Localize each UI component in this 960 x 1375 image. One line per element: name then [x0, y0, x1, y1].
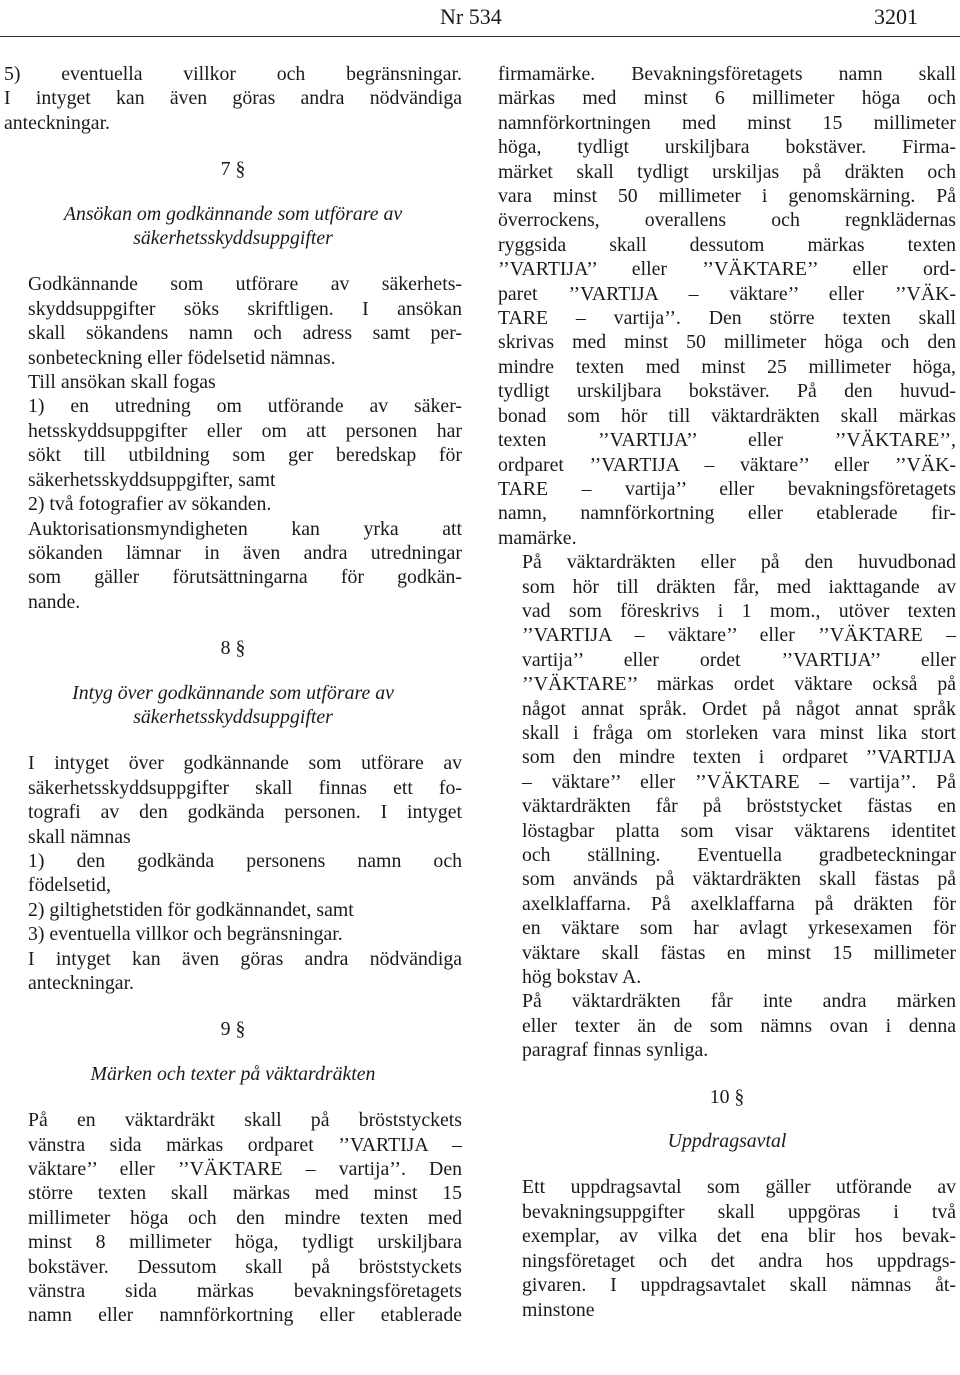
text-line: löstagbar platta som visar väktarens identitet	[522, 819, 956, 842]
paragraph	[4, 272, 462, 370]
paragraph	[498, 989, 956, 1062]
text-line: något annat språk. Ordet på något annat språk	[522, 697, 956, 720]
header-rule	[0, 36, 960, 37]
text-line: födelsetid,	[28, 874, 111, 897]
section-title	[4, 681, 462, 730]
text-line: skyddsuppgifter söks skriftligen. I ansökan	[28, 297, 462, 320]
text-line: anteckningar.	[28, 972, 135, 994]
text-line: givaren. I uppdragsavtalet skall nämnas åt-	[522, 1274, 956, 1297]
text-line: Till ansökan skall fogas	[28, 371, 216, 394]
text-line: bevakningsuppgifter skall uppgöras i två	[522, 1200, 956, 1223]
text-line: mindre texten med minst 25 millimeter höga,	[498, 355, 956, 378]
text-line: ’’VARTIJA – väktare’’ eller ’’VÄKTARE –	[522, 624, 956, 647]
text-line: och ställning. Eventuella gradbeteckningar	[522, 844, 956, 866]
text-line: skall nämnas	[28, 825, 131, 848]
text-line: Ansökan om godkännande som utförare av	[63, 202, 403, 225]
section-number: 7 §	[220, 158, 246, 181]
text-line: större texten skall märkas med minst 15	[28, 1182, 462, 1205]
text-line: säkerhetsskyddsuppgifter	[133, 227, 333, 250]
text-line: säkerhetsskyddsuppgifter, samt	[28, 468, 276, 491]
text-line: säkerhetsskyddsuppgifter	[133, 705, 333, 728]
list-item	[4, 492, 462, 516]
page-number: 3201	[874, 4, 918, 29]
text-line: ryggsida skall dessutom märkas texten	[498, 233, 956, 256]
text-line: hetsskyddsuppgifter eller om att personen har	[28, 419, 462, 442]
paragraph	[4, 62, 462, 135]
text-line: Uppdragsavtal	[667, 1130, 787, 1153]
text-line: I intyget kan även göras andra nödvändiga	[28, 947, 462, 970]
text-line: mamärke.	[498, 526, 577, 549]
paragraph	[4, 751, 462, 849]
text-line: I intyget kan även göras andra nödvändiga	[4, 87, 462, 110]
paragraph	[4, 370, 462, 394]
text-line: Ett uppdragsavtal som gäller utförande av	[522, 1176, 956, 1199]
list-item	[4, 849, 462, 898]
section-title	[4, 202, 462, 251]
text-line: vartija’’ eller ordet ’’VARTIJA’’ eller	[522, 648, 956, 671]
text-line: vara minst 50 millimeter i genomskärning. På	[498, 185, 956, 208]
text-line: paret ’’VARTIJA – väktare’’ eller ’’VÄK-	[498, 282, 956, 305]
text-line: På väktardräkten eller på den huvudbonad	[522, 551, 956, 574]
section-title	[498, 1129, 956, 1153]
text-line: skrivas med minst 50 millimeter höga och den	[498, 331, 956, 354]
text-line: sökt till utbildning som ger beredskap för	[28, 444, 462, 467]
text-line: minstone	[522, 1298, 595, 1321]
paragraph	[498, 550, 956, 989]
paragraph	[498, 62, 956, 550]
section-number: 9 §	[220, 1018, 246, 1041]
text-line: eller texter än de som nämns ovan i denna	[522, 1014, 956, 1037]
text-line: märkas med minst 6 millimeter höga och	[498, 87, 956, 110]
text-line: skall sökandens namn och adress samt per-	[28, 322, 462, 345]
text-line: namn, namnförkortning eller etablerade fir-	[498, 502, 956, 525]
text-line: 2) två fotografier av sökanden.	[28, 493, 272, 516]
text-line: väktare skall fästas en minst 15 millimeter	[522, 941, 956, 964]
list-item	[4, 394, 462, 492]
text-line: ningsföretaget och det andra hos uppdrags-	[522, 1249, 956, 1272]
right-column	[498, 62, 956, 1322]
text-line: väktare’’ eller ’’VÄKTARE – vartija’’. Den	[28, 1158, 462, 1181]
paragraph	[4, 947, 462, 996]
text-line: minst 8 millimeter höga, tydligt urskiljbara	[28, 1231, 462, 1254]
text-line: bonad som hör till väktardräkten skall märkas	[498, 404, 956, 427]
text-line: Godkännande som utförare av säkerhets-	[28, 273, 462, 296]
text-line: firmamärke. Bevakningsföretagets namn skall	[498, 63, 956, 85]
text-line: På väktardräkten får inte andra märken	[522, 990, 956, 1013]
text-line: tydligt urskiljbara bokstäver. På den huvud-	[498, 380, 956, 403]
text-line: Intyg över godkännande som utförare av	[72, 681, 394, 704]
text-line: överrockens, overallens och regnklädernas	[498, 209, 956, 232]
left-column	[4, 62, 462, 1328]
text-line: nande.	[28, 590, 81, 613]
paragraph	[4, 1108, 462, 1328]
list-item	[4, 922, 462, 946]
text-line: som hör till dräkten får, med iakttagande av	[522, 575, 956, 598]
text-line: 1) den godkända personens namn och	[28, 849, 462, 872]
page-header	[0, 0, 960, 40]
text-line: vänstra sida märkas bevakningsföretagets	[28, 1280, 462, 1303]
text-line: På en väktardräkt skall på bröststyckets	[28, 1109, 462, 1132]
text-line: namnförkortningen med minst 15 millimeter	[498, 111, 956, 134]
text-line: 1) en utredning om utförande av säker-	[28, 395, 462, 418]
section-title	[4, 1062, 462, 1086]
text-line: axelklaffarna. På axelklaffarna på dräkten för	[522, 892, 956, 915]
paragraph	[498, 1175, 956, 1321]
text-line: väktardräkten får på bröststycket fästas en	[522, 795, 956, 818]
text-line: en väktare som har avlagt yrkesexamen för	[522, 917, 956, 940]
paragraph	[4, 517, 462, 615]
text-line: som används på väktardräkten skall fästas på	[522, 868, 956, 891]
text-line: exemplar, av vilka det ena blir hos bevak-	[522, 1225, 956, 1248]
text-line: skall i fråga om storleken vara minst lika stort	[522, 721, 956, 744]
text-line: ’’VARTIJA’’ eller ’’VÄKTARE’’ eller ord-	[498, 258, 956, 281]
text-line: säkerhetsskyddsuppgifter skall finnas ett fo-	[28, 776, 462, 799]
text-line: texten ’’VARTIJA’’ eller ’’VÄKTARE’’,	[498, 429, 956, 452]
text-line: sonbeteckning eller födelsetid nämnas.	[28, 346, 336, 369]
list-item	[4, 898, 462, 922]
text-line: hög bokstav A.	[522, 966, 642, 989]
text-line: ordparet ’’VARTIJA – väktare’’ eller ’’VÄK-	[498, 453, 956, 476]
text-line: tografi av den godkända personen. I intyget	[28, 801, 462, 824]
section-number: 10 §	[709, 1085, 745, 1108]
issue-number: Nr 534	[440, 4, 502, 29]
text-line: paragraf finnas synliga.	[522, 1039, 709, 1062]
text-line: vad som föreskrivs i 1 mom., utöver texten	[522, 599, 956, 622]
text-line: 2) giltighetstiden för godkännandet, samt	[28, 898, 354, 921]
text-line: – väktare’’ eller ’’VÄKTARE – vartija’’. På	[522, 770, 956, 793]
text-line: I intyget över godkännande som utförare av	[28, 752, 462, 775]
text-line: millimeter höga och den mindre texten med	[28, 1206, 462, 1229]
text-line: anteckningar.	[4, 111, 111, 134]
text-line: sökanden lämnar in även andra utredningar	[28, 541, 462, 564]
text-line: TARE – vartija’’. Den större texten skall	[498, 307, 956, 330]
text-line: bokstäver. Dessutom skall på bröststyckets	[28, 1255, 462, 1278]
section-number: 8 §	[220, 637, 246, 660]
text-line: TARE – vartija’’ eller bevakningsföretagets	[498, 477, 956, 500]
text-line: Märken och texter på väktardräkten	[90, 1062, 376, 1085]
text-line: 3) eventuella villkor och begränsningar.	[28, 923, 343, 946]
text-line: 5) eventuella villkor och begränsningar.	[4, 63, 462, 85]
text-line: höga, tydligt urskiljbara bokstäver. Firma-	[498, 136, 956, 159]
text-line: Auktorisationsmyndigheten kan yrka att	[28, 517, 462, 540]
text-line: som gäller förutsättningarna för godkän-	[28, 566, 462, 589]
text-line: namn eller namnförkortning eller etablerade	[28, 1304, 462, 1327]
text-line: ’’VÄKTARE’’ märkas ordet väktare också på	[522, 673, 956, 696]
text-line: som den mindre texten i ordparet ’’VARTIJA	[522, 746, 956, 769]
text-line: märket skall tydligt urskiljas på dräkten och	[498, 160, 956, 183]
text-line: vänstra sida märkas ordparet ’’VARTIJA –	[28, 1133, 462, 1156]
